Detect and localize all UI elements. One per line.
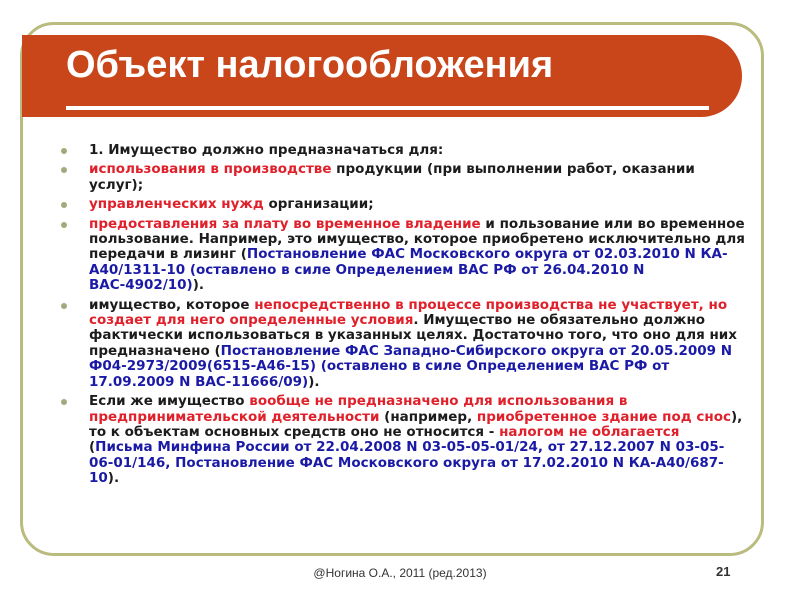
bullet-text: Если же имущество — [89, 393, 250, 410]
highlight-text: налогом не облагается — [499, 423, 680, 440]
bullet-marker-icon — [61, 399, 67, 405]
legal-reference: Постановление ФАС Западно-Сибирского округа от 20.05.2009 N Ф04-2973/2009(6515-А46-15) (оставлено в силе Определением ВАС РФ от 17.09.2009 N ВАС-11666/09) — [89, 342, 733, 390]
legal-reference: Постановление ФАС Московского округа от 02.03.2010 N КА-А40/1311-10 (оставлено в силе Определением ВАС РФ от 26.04.2010 N ВАС-4902/10) — [89, 246, 728, 294]
footer-credit: @Ногина О.А., 2011 (ред.2013) — [313, 566, 487, 580]
bullet-text: 1. Имущество должно предназначаться для: — [89, 142, 444, 158]
bullet-text: и пользование или во временное пользование. Например, это имущество, которое приобретено исключительно для передачи в лизинг ( — [89, 215, 745, 263]
highlight-text: использования в производстве — [89, 161, 332, 178]
highlight-text: управленческих нужд — [89, 196, 264, 213]
bullet-text: . Имущество не обязательно должно фактически использоваться в указанных целях. Достаточно того, что оно для них предназначено ( — [89, 312, 737, 359]
bullet-text: ). — [192, 277, 205, 294]
bullet-text: ( — [89, 439, 96, 456]
bullet-text: имущество, которое — [89, 296, 255, 313]
bullet-marker-icon — [61, 303, 67, 309]
bullet-marker-icon — [61, 222, 67, 228]
bullet-item — [58, 217, 746, 294]
highlight-text: вообще не предназначено для использования в предпринимательской деятельности — [89, 393, 628, 425]
title-underline — [66, 106, 709, 110]
highlight-text: предоставления за плату во временное владение — [89, 215, 481, 232]
bullet-item — [58, 143, 746, 158]
bullet-text: ). — [107, 470, 120, 487]
slide-title: Объект налогообложения — [66, 44, 554, 86]
bullet-text: ). — [308, 373, 320, 390]
bullet-text: продукции (при выполнении работ, оказании услуг); — [89, 161, 695, 193]
bullet-item — [58, 298, 746, 390]
bullet-item — [58, 394, 746, 486]
bullet-marker-icon — [61, 148, 67, 154]
bullet-item — [58, 197, 746, 212]
bullet-marker-icon — [61, 167, 67, 173]
page-number: 21 — [716, 564, 731, 579]
bullet-marker-icon — [61, 202, 67, 208]
bullet-list — [58, 143, 746, 491]
bullet-text: организации; — [263, 196, 374, 213]
bullet-item — [58, 162, 746, 193]
legal-reference: Письма Минфина России от 22.04.2008 N 03-05-05-01/24, от 27.12.2007 N 03-05-06-01/146, Постановление ФАС Московского округа от 17.02.2010 N КА-А40/687-10 — [89, 439, 725, 487]
highlight-text: непосредственно в процессе производства не участвует, но создает для него определенные условия — [89, 296, 728, 329]
highlight-text: приобретенное здание под снос — [476, 408, 731, 425]
bullet-text: (например, — [379, 408, 477, 425]
bullet-text: ), то к объектам основных средств оно не относится - — [89, 408, 743, 440]
